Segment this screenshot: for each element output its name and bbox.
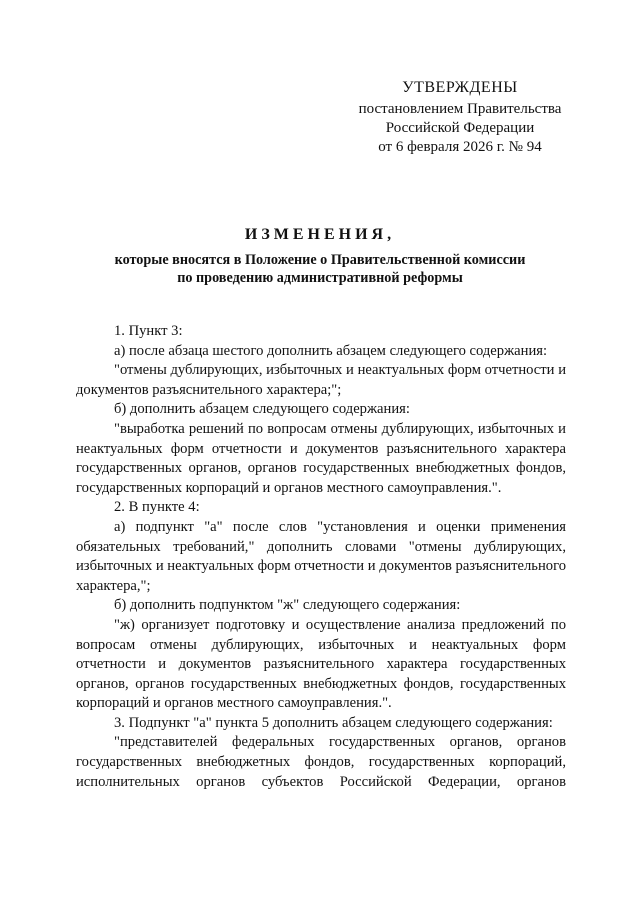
title-line-2: по проведению административной реформы bbox=[177, 270, 463, 286]
approval-block bbox=[340, 78, 580, 157]
paragraph: б) дополнить подпунктом "ж" следующего содержания: bbox=[114, 597, 461, 614]
approval-stamp: УТВЕРЖДЕНЫ bbox=[402, 79, 518, 96]
approval-line-1: постановлением Правительства bbox=[358, 101, 562, 117]
title-subtitle bbox=[60, 251, 580, 287]
title-main: ИЗМЕНЕНИЯ, bbox=[244, 226, 396, 243]
paragraph: б) дополнить абзацем следующего содержания: bbox=[114, 401, 410, 418]
paragraph: "представителей федеральных государственных органов, органов государственных внебюджетных фондов, государственных корпораций, исполнительных органов субъектов Российской Федерации, органов bbox=[76, 734, 566, 790]
paragraph: а) после абзаца шестого дополнить абзацем следующего содержания: bbox=[114, 342, 548, 359]
document-body bbox=[76, 322, 566, 792]
paragraph: 1. Пункт 3: bbox=[114, 323, 183, 339]
paragraph: а) подпункт "а" после слов "установления и оценки применения обязательных требований," дополнить словами "отмены дублирующих, избыточных и неактуальных форм отчетности и документов разъяснительного характера,"; bbox=[76, 518, 566, 594]
paragraph: "отмены дублирующих, избыточных и неактуальных форм отчетности и документов разъяснительного характера;"; bbox=[76, 362, 566, 398]
title-line-1: которые вносятся в Положение о Правительственной комиссии bbox=[114, 252, 526, 268]
approval-line-3: от 6 февраля 2026 г. № 94 bbox=[378, 139, 542, 155]
document-title bbox=[60, 225, 580, 287]
paragraph: "ж) организует подготовку и осуществление анализа предложений по вопросам отмены дублирующих, избыточных и неактуальных форм отчетности и документов разъяснительного характера государственных органов, органов государственных внебюджетных фондов, государственных корпораций и органов местного самоуправления.". bbox=[76, 616, 566, 712]
paragraph: "выработка решений по вопросам отмены дублирующих, избыточных и неактуальных форм отчетности и документов разъяснительного характера государственных органов, органов государственных внебюджетных фондов, государственных корпораций и органов местного самоуправления.". bbox=[76, 420, 566, 496]
paragraph: 3. Подпункт "а" пункта 5 дополнить абзацем следующего содержания: bbox=[114, 714, 553, 731]
approval-line-2: Российской Федерации bbox=[385, 120, 535, 136]
paragraph: 2. В пункте 4: bbox=[114, 499, 200, 516]
